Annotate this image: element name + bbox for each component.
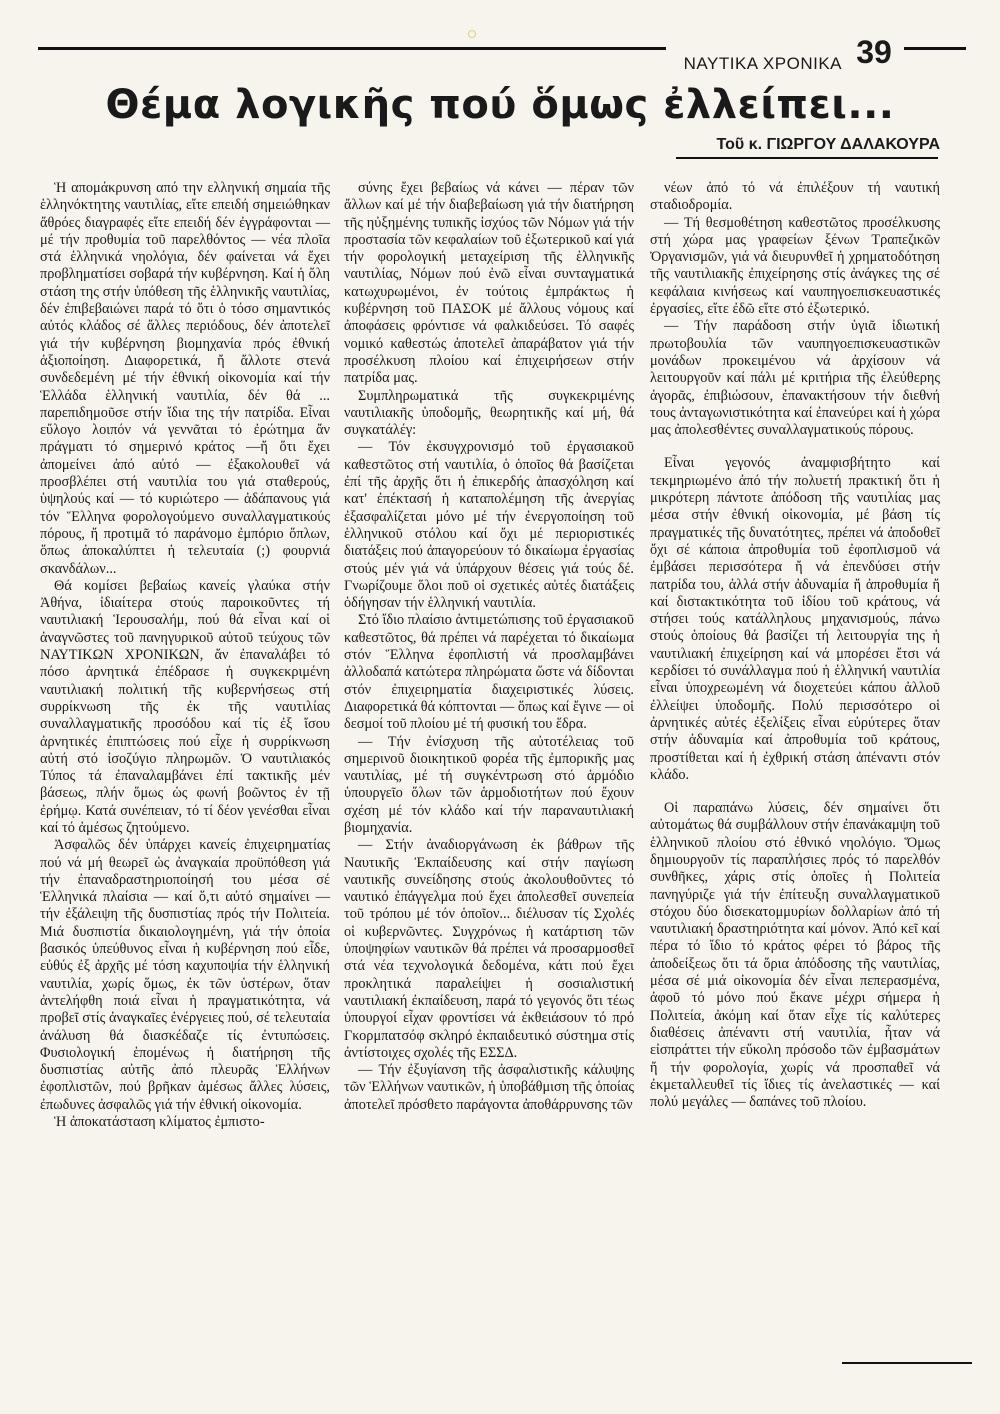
paragraph: — Τήν ἐνίσχυση τῆς αὐτοτέλειας τοῦ σημερινοῦ διοικητικοῦ φορέα τῆς ἐμπορικῆς μας ναυτιλίας, μέ τή συγκέντρωση στό ἁρμόδιο ὑπουργεῖο ὅλων τῶν ἁρμοδιοτήτων πού ἔχουν σχέση μέ τόν κλάδο καί τήν παραναυτιλιακή βιομηχανία. bbox=[344, 733, 634, 836]
paragraph: Ἡ ἀποκατάσταση κλίματος ἐμπιστο- bbox=[54, 1114, 265, 1131]
end-rule bbox=[842, 1362, 972, 1364]
paragraph: — Τήν ἐξυγίανση τῆς ἀσφαλιστικῆς κάλυψης τῶν Ἑλλήνων ναυτικῶν, ἡ ὑποβάθμιση τῆς ὁποίας ἀποτελεῖ πρόσθετο παράγοντα ἀποθάρρυνσης τῶν bbox=[344, 1062, 634, 1113]
paragraph: σύνης ἔχει βεβαίως νά κάνει — πέραν τῶν ἄλλων καί μέ τήν διαβεβαίωση γιά τήν διατήρηση τῆς ηὐξημένης τυπικῆς ἰσχύος τῶν Νόμων γιά τήν προστασία τῶν κεφαλαίων τοῦ ἐξωτερικοῦ καί γιά τήν φορολογική μεταχείριση τῆς ἑλληνικῆς ναυτιλίας, Νόμων πού ἐνῶ εἶναι συνταγματικά κατωχυρωμένοι, ἐν τούτοις ἐμπράκτως ἡ κυβέρνηση τοῦ ΠΑΣΟΚ μέ ἄλλους νόμους καί ἀποφάσεις φρόντισε νά φαλκιδεύσει. Τό σαφές νομικό καθεστώς ἀποτελεῖ ἀπαράβατον γιά τήν προσέλκυση πλοίου καί ἐπιχειρήσεων στήν πατρίδα μας. bbox=[344, 180, 634, 387]
running-head: ΝΑΥΤΙΚΑ ΧΡΟΝΙΚΑ bbox=[683, 54, 842, 73]
paragraph: Ἀσφαλῶς δέν ὑπάρχει κανείς ἐπιχειρηματίας πού νά μή θεωρεῖ ὡς ἀναγκαία προϋπόθεση γιά τήν ἐπαναδραστηριοποίησή του μέσα σέ Ἑλληνικά πλαίσια — καί ὅ,τι αὐτό σημαίνει — τήν ἐξάλειψη τῆς δυσπιστίας πρός τήν Πολιτεία. Μιά δυσπιστία δικαιολογημένη, γιά τήν ὁποία βασικός ὑπεύθυνος εἶναι ἡ κυβέρνηση πού εἶδε, εὐθύς ἐξ ἀρχῆς μέ τόση καχυποψία τήν ἑλληνική ναυτιλία, χωρίς ὅμως, ἐκ τῶν ὑστέρων, ὅταν ἀντελήφθη ποιά εἶναι ἡ πραγματικότητα, νά προβεῖ στίς ἀναγκαῖες ἐνέργειες πού, σέ τελευταία ἀνάλυση θά διασκέδαζε τίς ἐντυπώσεις. Φυσιολογική ἑπομένως ἡ διατήρηση τῆς δυσπιστίας αὐτῆς ἀπό πλευρᾶς Ἑλλήνων ἐφοπλιστῶν, πού βρῆκαν ἀμέσως ἄλλες λύσεις, ἐπωδυνες ἀσφαλῶς γιά τήν ἐθνική οἰκονομία. bbox=[40, 837, 330, 1113]
paragraph: — Στήν ἀναδιοργάνωση ἐκ βάθρων τῆς Ναυτικῆς Ἐκπαίδευσης καί στήν παγίωση ναυτικῆς συνείδησης στούς ἀκολουθοῦντες τό ναυτικό ἐπάγγελμα πού ἔχει ἀπολεσθεῖ συνεπεία τοῦ τρόπου μέ τόν ὁποῖον... διέλυσαν τίς Σχολές οἱ κυβερνῶντες. Συγχρόνως ἡ κατάρτιση τῶν ὑποψηφίων ναυτικῶν θά πρέπει νά προσαρμοσθεῖ στά νέα τεχνολογικά δεδομένα, κάτι πού ἔχει προκλητικά παραλείψει ἡ σοσιαλιστική ναυτιλιακή ἐκπαίδευση, παρά τό γεγονός ὅτι τέως ὑπουργοί εἶχαν φροντίσει νά ἐκθειάσουν τό πρό Γκορμπατσόφ σκληρό ἐκπαιδευτικό σύστημα στίς ἀντίστοιχες σχολές τῆς ΕΣΣΔ. bbox=[344, 837, 634, 1061]
byline-underline bbox=[676, 157, 938, 159]
column-2 bbox=[344, 180, 634, 1114]
article-title: Θέμα λογικῆς πού ὅμως ἐλλείπει... bbox=[105, 82, 895, 128]
column-3 bbox=[650, 180, 940, 1111]
paragraph: Στό ἴδιο πλαίσιο ἀντιμετώπισης τοῦ ἐργασιακοῦ καθεστῶτος, θά πρέπει νά παρέχεται τό δικαίωμα στόν Ἕλληνα ἐφοπλιστή νά προσλαμβάνει ἀλλοδαπά κατώτερα πληρώματα ὥστε νά δίδονται στόν ἐπιχειρηματία διαχειριστικές λύσεις. Διαφορετικά θά κόπτονται — ὅπως καί ἔγινε — οἱ δεσμοί τοῦ πλοίου μέ τή φυσική του ἕδρα. bbox=[344, 612, 634, 733]
column-1 bbox=[40, 180, 330, 1131]
paragraph: — Τή θεσμοθέτηση καθεστῶτος προσέλκυσης στή χώρα μας γραφείων ξένων Τραπεζικῶν Ὀργανισμῶν, γιά νά διευρυνθεῖ ἡ χρηματοδότηση τῆς ναυτιλιακῆς ἐπιχείρησης στίς ἀνάγκες της σέ κεφάλαια κινήσεως καί ναυπηγοεπισκευαστικές ἐργασίες, εἴτε ἐδῶ εἴτε στό ἐξωτερικό. bbox=[650, 214, 940, 318]
section-gap bbox=[650, 439, 940, 455]
decorative-dot bbox=[468, 30, 476, 38]
byline: Τοῦ κ. ΓΙΩΡΓΟΥ ΔΑΛΑΚΟΥΡΑ bbox=[716, 136, 940, 153]
paragraph: νέων ἀπό τό νά ἐπιλέξουν τή ναυτική σταδιοδρομία. bbox=[650, 180, 940, 214]
paragraph: Οἱ παραπάνω λύσεις, δέν σημαίνει ὅτι αὐτομάτως θά συμβάλλουν στήν ἐπανάκαμψη τοῦ ἑλληνικοῦ πλοίου στό ἐθνικό νηολόγιο. Ὅμως δημιουργοῦν τίς παραπλήσιες πρός τό παρελθόν συνθῆκες, χάρις στίς ὁποῖες ἡ Πολιτεία πανηγύριζε γιά τήν ἐπίτευξη συναλλαγματικοῦ στόχου δύο δισεκατομμυρίων δολλαρίων ἀπό τή ναυτιλιακή δραστηριότητα καί μόνον. Ἀπό κεῖ καί πέρα τό ἴδιο τό κράτος φέρει τό βάρος τῆς ἀποδείξεως ὅτι τά ὅρια ἀπόδοσης τῆς ναυτιλίας, μέσα σέ μιά οἰκονομία δέν εἶναι πεπερασμένα, ἀφοῦ τό μόνο πού ἔκανε μέχρι σήμερα ἡ Πολιτεία, ἀκόμη καί ὅταν εἶχε τίς καλύτερες διαθέσεις ἀπέναντι στή ναυτιλία, ἦταν νά εἰσπράττει τήν εὔκολη πρόσοδο τῶν ἐμβασμάτων ἤ τήν φορολογία, χωρίς νά προσπαθεῖ νά ἐκμεταλλευθεῖ τίς ἴδιες τίς ἀνελαστικές — καί πολύ μεγάλες — δαπάνες τοῦ πλοίου. bbox=[650, 800, 940, 1111]
header-rule-left bbox=[38, 47, 666, 50]
paragraph: — Τήν παράδοση στήν ὑγιᾶ ἰδιωτική πρωτοβουλία τῶν ναυπηγοεπισκευαστικῶν μονάδων προκειμένου νά ἀρχίσουν νά λειτουργοῦν καί πάλι μέ κριτήρια τῆς ἐλεύθερης ἀγορᾶς, ἐπιβιώσουν, ἐπανακτήσουν τήν διεθνή τους ἀνταγωνιστικότητα καί ἐπανεύρει καί ἡ χώρα μας ἀπολεσθέντες συναλλαγματικούς πόρους. bbox=[650, 318, 940, 439]
paragraph: Εἶναι γεγονός ἀναμφισβήτητο καί τεκμηριωμένο ἀπό τήν πολυετή πρακτική ὅτι ἡ μικρότερη πάντοτε ἀπόδοση τῆς ναυτιλίας μας μέσα στήν ἐθνική οἰκονομία, μέ βάση τίς πραγματικές τῆς δυνατότητες, πρέπει νά ἀποδοθεῖ ὄχι σέ κάποια ἀπροθυμία τοῦ ἐφοπλισμοῦ νά ἐμβάσει περισσότερα ἤ νά ἐπενδύσει στήν πατρίδα του, ἀλλά στήν ἀδυναμία ἤ ἀπροθυμία ἤ καί διστακτικότητα τοῦ ἰδίου τοῦ κράτους, νά στήσει τούς κατάλληλους μηχανισμούς, πάνω στούς ὁποίους θά βασίζει τή λειτουργία της ἡ ναυτιλιακή ἐπιχείρηση καί νά μπορέσει ἔτσι νά κερδίσει τό συνάλλαγμα πού ἡ ἑλληνική ναυτιλία εἶναι ὑποχρεωμένη νά διοχετεύει κάπου ἀλλοῦ ἐλλείψει ὑποδομῆς. Πολύ περισσότερο οἱ ἀρνητικές αὐτές ἐξελίξεις εἶναι εὐρύτερες ὅταν στήν ἀδυναμία καί ἀπροθυμία τοῦ κράτους, προστίθεται καί ἡ ἐχθρική στάση ἀπέναντι στόν κλάδο. bbox=[650, 455, 940, 783]
page-number: 39 bbox=[856, 34, 892, 70]
paragraph: Συμπληρωματικά τῆς συγκεκριμένης ναυτιλιακῆς ὑποδομῆς, θεωρητικῆς καί μή, θά συγκατάλέγ: bbox=[344, 387, 634, 439]
section-gap bbox=[650, 784, 940, 800]
paragraph: Θά κομίσει βεβαίως κανείς γλαύκα στήν Ἀθήνα, ἰδιαίτερα στούς παροικοῦντες τή ναυτιλιακή Ἱερουσαλήμ, πού θά εἶναι καί οἱ ἀναγνῶστες τοῦ πανηγυρικοῦ αὐτοῦ τεύχους τῶν ΝΑΥΤΙΚΩΝ ΧΡΟΝΙΚΩΝ, ἄν ἐπαναλάβει τό πόσο ἀρνητικά ἐπέδρασε ἡ συγκεκριμένη ναυτιλιακή πολιτική τῆς κυβερνήσεως στή συρρίκνωση τῆς ἐκ τῆς ναυτιλίας συναλλαγματικῆς προσόδου καί τίς ἐξ ἴσου ἀρνητικές ἐπιπτώσεις πού εἶχε ἡ συρρίκνωση αὐτή στό ἰσοζύγιο πληρωμῶν. Ὁ ναυτιλιακός Τύπος τά ἐπαναλαμβάνει ἐπί τακτικῆς μέν βάσεως, πλήν ὅμως ὡς φωνή βοῶντος ἐν τῇ ἐρήμῳ. Κατά συνέπειαν, τό τί δέον γενέσθαι εἶναι καί τό ἀμέσως ζητούμενο. bbox=[40, 577, 330, 836]
paragraph: — Τόν ἐκσυγχρονισμό τοῦ ἐργασιακοῦ καθεστῶτος στή ναυτιλία, ὁ ὁποῖος θά βασίζεται ἐπί τῆς ἀρχῆς ὅτι ἡ ἐπικερδής ἀπασχόληση καί κατ' ἐπέκτασή ἡ καταπολέμηση τῆς ἀνεργίας ἐξασφαλίζεται μόνο μέ τήν ἐνεργοποίηση τοῦ ἑλληνικοῦ στόλου καί ὄχι μέ περιοριστικές διατάξεις πού ἀπαγορεύουν τό δικαίωμα ἐργασίας στούς μέν γιά νά ὑπάρχουν θέσεις γιά τούς δέ. Γνωρίζουμε ὅλοι ποῦ οἱ σχετικές αὐτές διατάξεις ὁδήγησαν τήν ἑλληνική ναυτιλία. bbox=[344, 439, 634, 612]
paragraph: Ἡ απομάκρυνση από την ελληνική σημαία τῆς ἑλληνόκτητης ναυτιλίας, εἴτε επειδή σημειώθηκαν ἄθρόες διαγραφές εἴτε επειδή δέν ἐγγράφονται — μέ τήν προθυμία τοῦ παρελθόντος — νέα πλοῖα στά ἑλληνικά νηολόγια, δέν φαίνεται νά ἔχει προβληματίσει σοβαρά τήν κυβέρνηση. Καί ἡ ὅλη στάση της στήν ὑπόθεση τῆς ἑλληνικῆς ναυτιλίας, δέν ἐπιβεβαιώνει παρά τό ὅτι ὁ τόσο σημαντικός αὐτός κλάδος σέ ἄλλες περιόδους, δέν ἀποτελεῖ γιά τήν κυβέρνηση βιομηχανία πρός ἐθνική ἀξιοποίηση. Διαφορετικά, ἤ ἄλλοτε στενά συνδεδεμένη μέ τήν ἐθνική οἰκονομία καί τήν Ἑλλάδα ἑλληνική ναυτιλία, δέν θά ... παρεπιδημοῦσε στήν ἴδια της τήν πατρίδα. Εἶναι εὔλογο λοιπόν νά γεννᾶται τό ἐρώτημα ἄν πράγματι τό σημερινό κράτος —ἤ ὅτι ἔχει ἀπομείνει ἀπό αὐτό — ἐξακολουθεῖ νά προσβλέπει στή ναυτιλία του γιά σταθερούς, ὑψηλούς καί — τό κυριώτερο — ἀδάπανους γιά τόν Ἕλληνα φορολογούμενο συναλλαγματικούς πόρους, ἤ προτιμᾶ τό παράνομο ἐμπόριο ὅπλων, ὅπως ἀποκαλύπτει ἡ τελευταία (;) φουρνιά σκανδάλων... bbox=[40, 180, 330, 577]
header-rule-right bbox=[904, 47, 966, 50]
